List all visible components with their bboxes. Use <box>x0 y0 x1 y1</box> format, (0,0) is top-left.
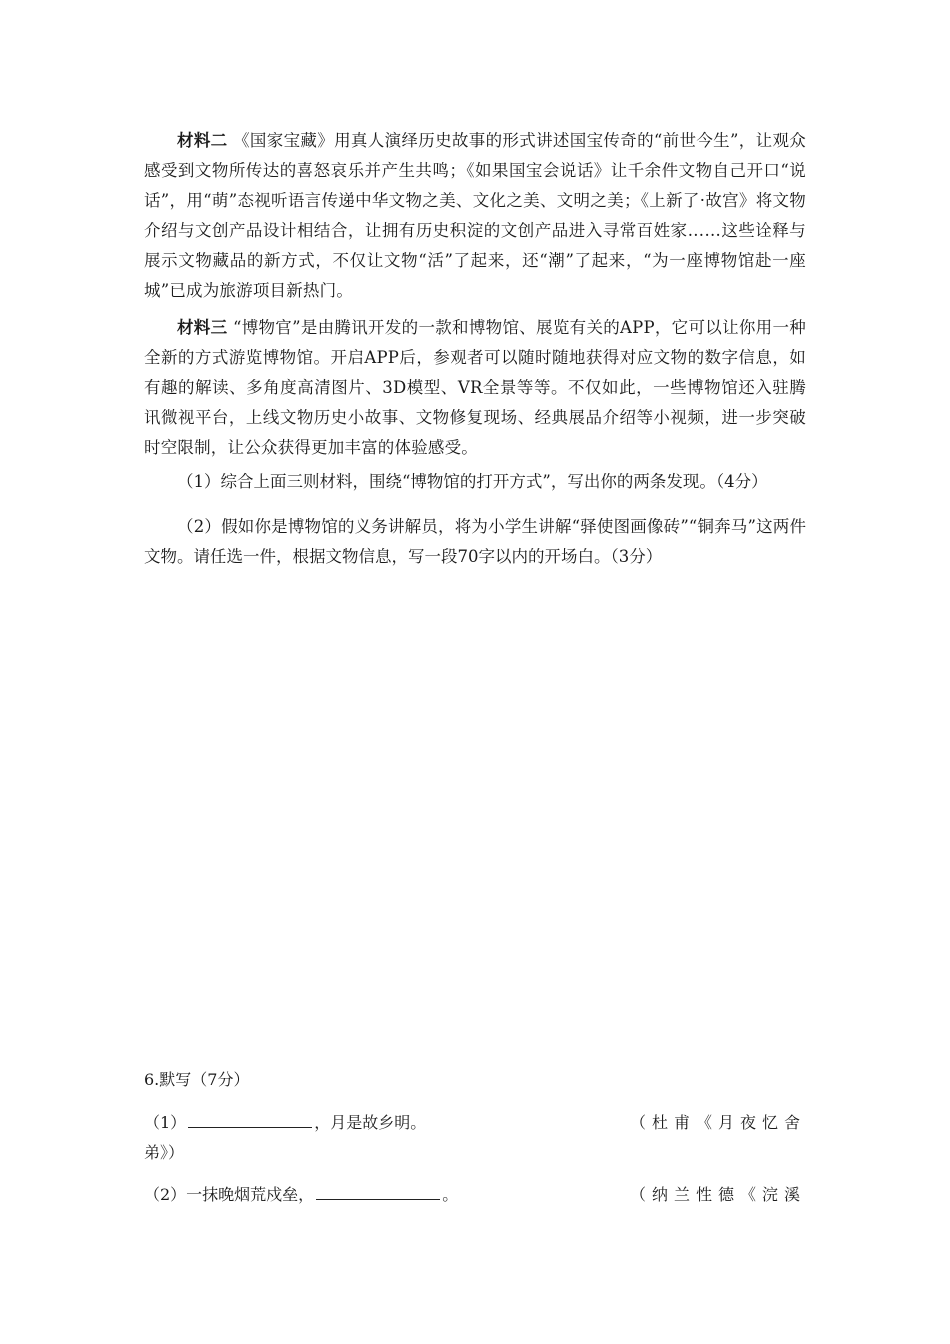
dictation-item-1 <box>144 1109 806 1137</box>
section-6-title: 6.默写（7分） <box>144 1070 250 1089</box>
material-three-text: “博物官”是由腾讯开发的一款和博物馆、展览有关的APP，它可以让你用一种全新的方式游览博物馆。开启APP后，参观者可以随时随地获得对应文物的数字信息，如有趣的解读、多角度高清图片、3D模型、VR全景等等。不仅如此，一些博物馆还入驻腾讯微视平台，上线文物历史小故事、文物修复现场、经典展品介绍等小视频，进一步突破时空限制，让公众获得更加丰富的体验感受。 <box>144 318 806 457</box>
item-1-source-continued: 弟》） <box>144 1143 185 1162</box>
item-2-prefix: （2）一抹晚烟荒戍垒， <box>144 1185 315 1204</box>
item-2-blank <box>316 1181 440 1200</box>
question-2: （2）假如你是博物馆的义务讲解员，将为小学生讲解“驿使图画像砖”“铜奔马”这两件文物。请任选一件，根据文物信息，写一段70字以内的开场白。（3分） <box>144 517 806 566</box>
item-1-prefix: （1） <box>144 1113 187 1132</box>
item-2-source: （纳兰性德《浣溪 <box>629 1185 806 1204</box>
dictation-item-2 <box>144 1181 806 1209</box>
material-two-text: 《国家宝藏》用真人演绎历史故事的形式讲述国宝传奇的“前世今生”，让观众感受到文物所传达的喜怒哀乐并产生共鸣；《如果国宝会说话》让千余件文物自己开口“说话”，用“萌”态视听语言传递中华文物之美、文化之美、文明之美；《上新了·故宫》将文物介绍与文创产品设计相结合，让拥有历史积淀的文创产品进入寻常百姓家……这些诠释与展示文物藏品的新方式，不仅让文物“活”了起来，还“潮”了起来，“为一座博物馆赴一座城”已成为旅游项目新热门。 <box>144 131 806 300</box>
question-1: （1）综合上面三则材料，围绕“博物馆的打开方式”，写出你的两条发现。（4分） <box>177 472 768 491</box>
material-two-paragraph <box>144 126 806 306</box>
item-2-suffix: 。 <box>442 1185 459 1204</box>
item-1-source: （杜甫《月夜忆舍 <box>629 1113 806 1132</box>
item-1-suffix: ，月是故乡明。 <box>314 1113 427 1132</box>
material-two-label: 材料二 <box>177 131 228 150</box>
material-three-paragraph <box>144 313 806 463</box>
material-three-label: 材料三 <box>177 318 228 337</box>
item-1-blank <box>188 1109 312 1128</box>
